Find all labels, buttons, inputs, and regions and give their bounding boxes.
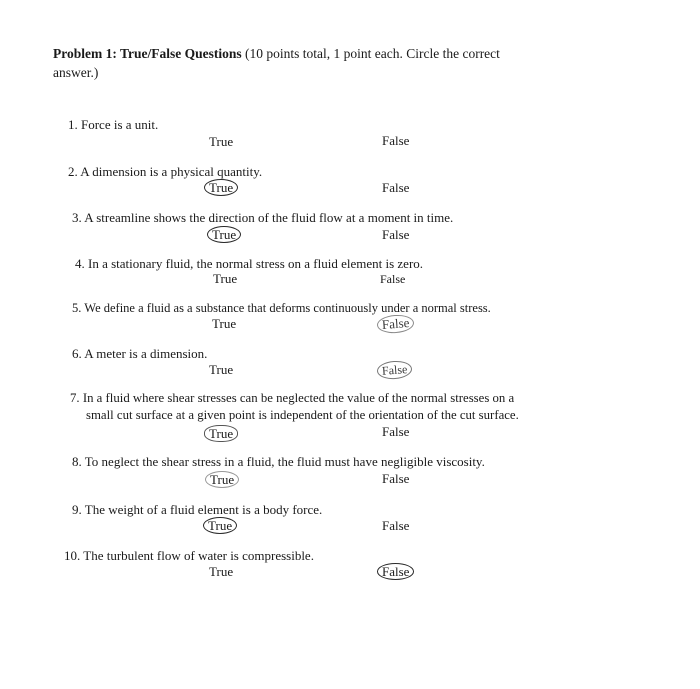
problem-instructions-line2: answer.) xyxy=(53,65,99,80)
question-6 xyxy=(72,346,207,362)
answer-false-9[interactable]: False xyxy=(382,518,410,533)
question-9 xyxy=(72,502,322,518)
question-number: 9. xyxy=(72,502,82,517)
answer-false-2[interactable]: False xyxy=(382,180,410,195)
answer-false-6[interactable] xyxy=(382,361,412,379)
question-number: 1. xyxy=(68,117,78,132)
answer-true-5[interactable]: True xyxy=(212,316,237,331)
question-number: 7. xyxy=(70,391,80,405)
question-text: To neglect the shear stress in a fluid, the fluid must have negligible viscosity. xyxy=(84,454,485,469)
answer-false-5[interactable] xyxy=(382,315,414,333)
question-text: The weight of a fluid element is a body force. xyxy=(84,502,323,517)
answer-false-10[interactable] xyxy=(382,564,414,580)
question-3 xyxy=(72,210,453,226)
question-text: In a stationary fluid, the normal stress on a fluid element is zero. xyxy=(88,256,424,271)
problem-heading xyxy=(53,44,613,82)
question-text: We define a fluid as a substance that deforms continuously under a normal stress. xyxy=(84,301,491,315)
answer-false-4[interactable]: False xyxy=(380,272,406,286)
question-number: 4. xyxy=(75,256,85,271)
question-10 xyxy=(64,548,314,564)
answer-true-7[interactable] xyxy=(209,426,238,442)
answer-false-8[interactable]: False xyxy=(382,471,410,486)
question-number: 8. xyxy=(72,454,82,469)
question-7 xyxy=(70,390,519,424)
question-text-line2: small cut surface at a given point is independent of the orientation of the cut surface. xyxy=(86,408,519,422)
question-text: Force is a unit. xyxy=(81,117,159,132)
question-text: A meter is a dimension. xyxy=(84,346,208,361)
answer-true-1[interactable]: True xyxy=(209,134,234,149)
question-number: 3. xyxy=(72,210,82,225)
answer-circle: True xyxy=(204,425,238,442)
answer-false-7[interactable]: False xyxy=(382,424,410,439)
answer-true-9[interactable] xyxy=(208,518,237,534)
answer-circle: True xyxy=(204,179,238,196)
answer-circle: False xyxy=(376,314,415,335)
answer-true-3[interactable] xyxy=(212,227,241,243)
answer-circle: True xyxy=(205,471,239,488)
question-2 xyxy=(68,164,262,180)
problem-instructions: (10 points total, 1 point each. Circle the correct xyxy=(241,46,500,61)
question-text: A streamline shows the direction of the fluid flow at a moment in time. xyxy=(84,210,454,225)
answer-circle: False xyxy=(377,563,414,580)
question-8 xyxy=(72,454,485,470)
answer-circle: True xyxy=(207,226,241,243)
answer-true-6[interactable]: True xyxy=(209,362,234,377)
answer-circle: True xyxy=(203,517,237,534)
question-text: The turbulent flow of water is compressible. xyxy=(83,548,314,563)
answer-true-10[interactable]: True xyxy=(209,564,234,579)
answer-circle: False xyxy=(376,360,413,380)
question-text: In a fluid where shear stresses can be neglected the value of the normal stresses on a xyxy=(82,391,515,405)
question-4 xyxy=(75,256,423,272)
question-number: 10. xyxy=(64,548,81,563)
answer-false-1[interactable]: False xyxy=(382,133,410,148)
question-number: 2. xyxy=(68,164,78,179)
problem-title: Problem 1: True/False Questions xyxy=(53,46,242,61)
answer-true-8[interactable] xyxy=(210,472,239,488)
answer-false-3[interactable]: False xyxy=(382,227,410,242)
answer-true-4[interactable]: True xyxy=(213,271,238,286)
question-number: 6. xyxy=(72,346,82,361)
answer-true-2[interactable] xyxy=(209,180,238,196)
question-1 xyxy=(68,117,158,133)
question-5 xyxy=(72,300,491,316)
question-text: A dimension is a physical quantity. xyxy=(80,164,263,179)
question-number: 5. xyxy=(72,301,82,315)
